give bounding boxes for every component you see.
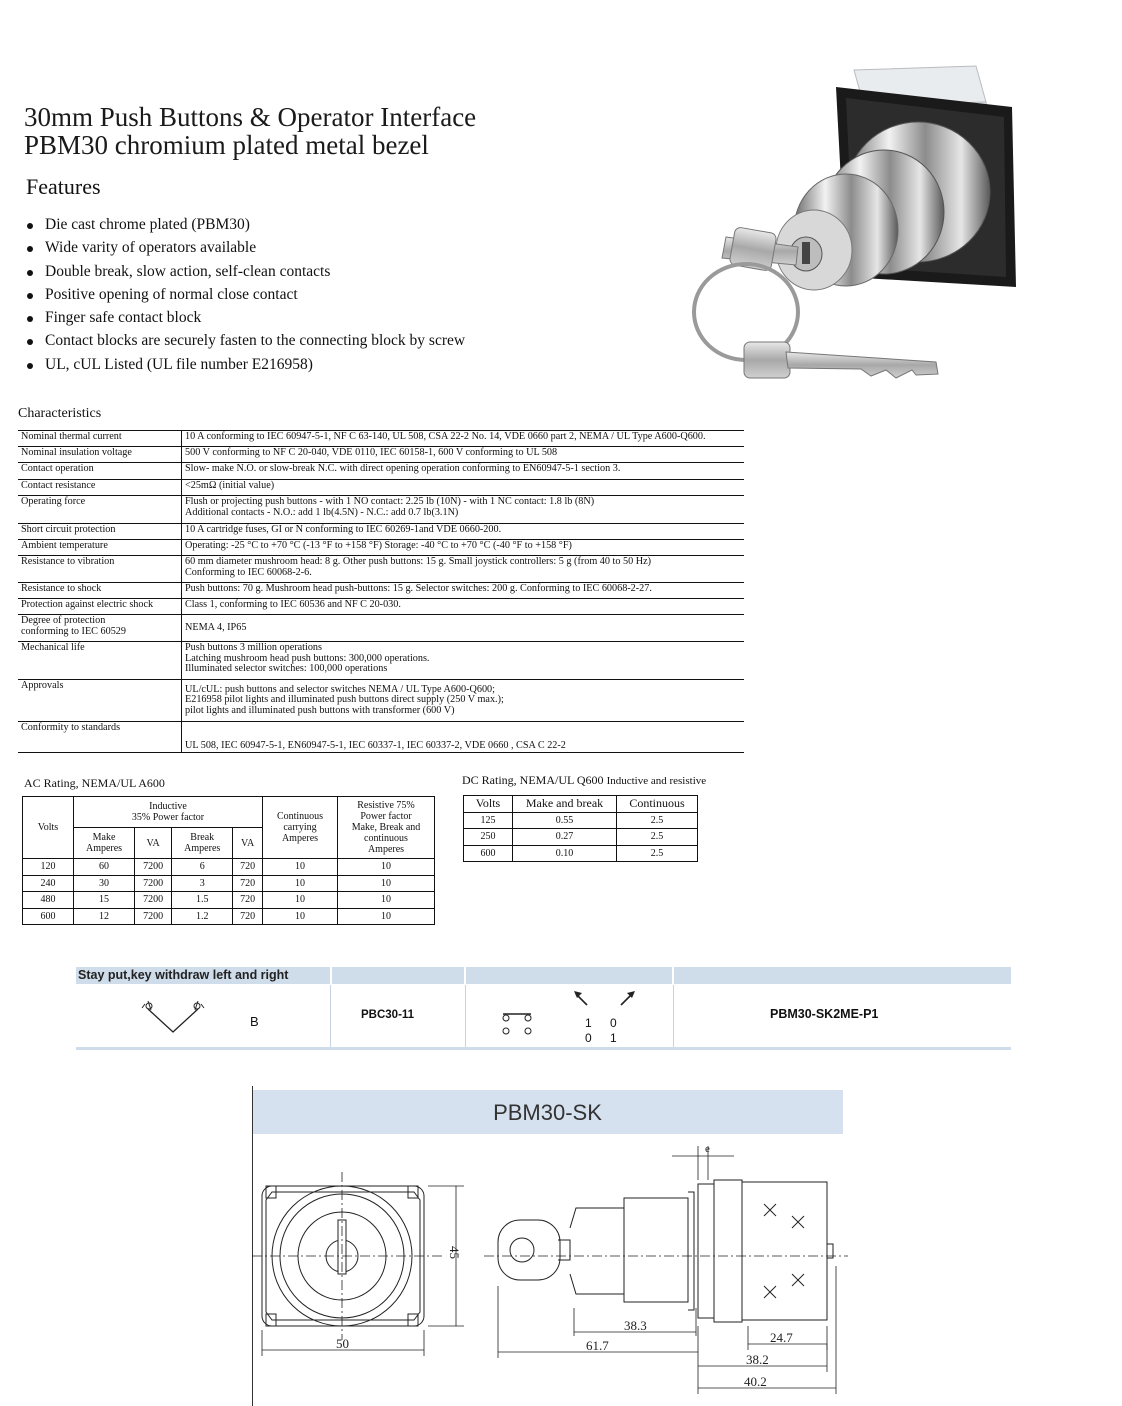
ac-header-inductive	[74, 797, 263, 828]
dimension-d2: 61.7	[586, 1338, 609, 1353]
table-row	[18, 480, 744, 496]
ac-header-va: VA	[135, 828, 172, 859]
table-cell: 30	[74, 875, 135, 892]
characteristic-name: Protection against electric shock	[18, 599, 182, 615]
table-row	[18, 496, 744, 524]
key-position-row	[76, 985, 1011, 1047]
table-row	[18, 463, 744, 480]
table-cell: 2.5	[617, 829, 698, 846]
characteristic-name: Contact operation	[18, 463, 182, 480]
dimension-d1: 38.3	[624, 1318, 647, 1333]
dc-rating-title-text: DC Rating, NEMA/UL Q600	[462, 773, 604, 787]
diagram-cell: 1	[585, 1016, 592, 1030]
column-divider	[330, 985, 331, 1047]
dimension-d4: 38.2	[746, 1352, 769, 1367]
diagram-cell: 0	[610, 1016, 617, 1030]
table-cell: 60	[74, 859, 135, 876]
ac-header-resistive: Resistive 75% Power factor Make, Break and continuous Amperes	[338, 797, 435, 859]
table-row	[18, 680, 744, 722]
dimension-d3: 24.7	[770, 1330, 793, 1345]
table-cell: 7200	[135, 875, 172, 892]
table-cell: 10	[338, 875, 435, 892]
table-row	[23, 908, 435, 925]
table-cell: 3	[172, 875, 233, 892]
characteristic-value: UL 508, IEC 60947-5-1, EN60947-5-1, IEC 60337-1, IEC 60337-2, VDE 0660 , CSA C 22-2	[182, 722, 745, 753]
dc-rating-table	[463, 795, 698, 862]
drawing-title: PBM30-SK	[493, 1100, 602, 1125]
table-row	[18, 524, 744, 540]
selector-arrows-icon	[573, 989, 639, 1009]
page-title: 30mm Push Buttons & Operator Interface	[24, 102, 477, 132]
characteristic-name: Resistance to vibration	[18, 556, 182, 583]
table-cell: 480	[23, 892, 74, 909]
dc-header-make-break: Make and break	[513, 796, 617, 813]
ac-rating-title: AC Rating, NEMA/UL A600	[24, 776, 165, 790]
table-row	[18, 722, 744, 753]
table-row	[18, 642, 744, 680]
ac-header-break-amperes: Break Amperes	[172, 828, 233, 859]
table-cell: 0.10	[513, 845, 617, 862]
table-row	[464, 845, 698, 862]
table-cell: 12	[74, 908, 135, 925]
characteristic-name: Mechanical life	[18, 642, 182, 680]
table-cell: 240	[23, 875, 74, 892]
characteristic-value: 60 mm diameter mushroom head: 8 g. Other push buttons: 15 g. Small joystick controllers: 5 g (from 40 to 50 Hz) Conforming to IEC 60068-2-6.	[182, 556, 745, 583]
table-cell: 10	[263, 892, 338, 909]
dimension-drawing	[252, 1136, 852, 1398]
table-row	[18, 447, 744, 463]
table-cell: 600	[464, 845, 513, 862]
table-cell: 15	[74, 892, 135, 909]
band-divider	[672, 967, 674, 984]
table-cell: 6	[172, 859, 233, 876]
characteristic-value: Push buttons 3 million operations Latching mushroom head push buttons: 300,000 operations. Illuminated selector switches: 100,000 operations	[182, 642, 745, 680]
table-row	[18, 540, 744, 556]
characteristic-value: Slow- make N.O. or slow-break N.C. with direct opening operation conforming to EN60947-5-1 section 3.	[182, 463, 745, 480]
ac-header-va: VA	[233, 828, 263, 859]
table-cell: 1.5	[172, 892, 233, 909]
dimension-e: e	[705, 1143, 710, 1155]
key-positions-v-icon	[140, 999, 206, 1039]
dc-header-volts: Volts	[464, 796, 513, 813]
feature-item: Positive opening of normal close contact	[24, 283, 465, 306]
table-row	[18, 431, 744, 447]
part-number: PBM30-SK2ME-P1	[770, 1007, 879, 1021]
features-heading: Features	[26, 174, 101, 199]
table-cell: 10	[338, 859, 435, 876]
dimension-width: 50	[336, 1336, 349, 1351]
characteristic-value: 10 A cartridge fuses, GI or N conforming to IEC 60269-1and VDE 0660-200.	[182, 524, 745, 540]
table-cell: 250	[464, 829, 513, 846]
characteristic-value: 500 V conforming to NF C 20-040, VDE 0110, IEC 60158-1, 600 V conforming to UL 508	[182, 447, 745, 463]
table-row	[18, 615, 744, 642]
characteristic-name: Operating force	[18, 496, 182, 524]
characteristic-value: <25mΩ (initial value)	[182, 480, 745, 496]
feature-item: Die cast chrome plated (PBM30)	[24, 213, 465, 236]
table-row	[18, 556, 744, 583]
characteristic-value: Class 1, conforming to IEC 60536 and NF C 20-030.	[182, 599, 745, 615]
table-cell: 10	[263, 908, 338, 925]
band-divider	[330, 967, 332, 984]
table-cell: 10	[338, 892, 435, 909]
table-row	[464, 829, 698, 846]
table-cell: 1.2	[172, 908, 233, 925]
table-row	[23, 859, 435, 876]
characteristic-value: Push buttons: 70 g. Mushroom head push-buttons: 15 g. Selector switches: 200 g. Conforming to IEC 60068-2-27.	[182, 583, 745, 599]
characteristic-name: Contact resistance	[18, 480, 182, 496]
table-cell: 720	[233, 859, 263, 876]
table-cell: 7200	[135, 892, 172, 909]
ac-header-volts: Volts	[23, 797, 74, 859]
front-dimension-lines	[262, 1186, 464, 1356]
feature-item: Wide varity of operators available	[24, 236, 465, 259]
position-code: B	[250, 1014, 259, 1029]
ac-header-make-amperes: Make Amperes	[74, 828, 135, 859]
table-row	[464, 812, 698, 829]
dimension-d5: 40.2	[744, 1374, 767, 1389]
characteristics-table	[18, 430, 744, 753]
dc-rating-subtitle: Inductive and resistive	[606, 775, 707, 787]
key-selector-switch-image	[686, 62, 1026, 387]
contact-symbol-icon	[500, 1011, 534, 1037]
characteristic-value: 10 A conforming to IEC 60947-5-1, NF C 63-140, UL 508, CSA 22-2 No. 14, VDE 0660 part 2, NEMA / UL Type A600-Q600.	[182, 431, 745, 447]
characteristic-name: Ambient temperature	[18, 540, 182, 556]
feature-item: UL, cUL Listed (UL file number E216958)	[24, 353, 465, 376]
feature-item: Finger safe contact block	[24, 306, 465, 329]
table-cell: 720	[233, 908, 263, 925]
characteristic-value: NEMA 4, IP65	[182, 615, 745, 642]
dc-header-continuous: Continuous	[617, 796, 698, 813]
table-row	[23, 875, 435, 892]
table-cell: 2.5	[617, 812, 698, 829]
characteristic-value: UL/cUL: push buttons and selector switches NEMA / UL Type A600-Q600; E216958 pilot lights and illuminated push buttons direct supply (250 V max.); pilot lights and illuminated push buttons with transformer (600 V)	[182, 680, 745, 722]
table-cell: 10	[263, 875, 338, 892]
characteristic-name: Nominal thermal current	[18, 431, 182, 447]
characteristics-heading: Characteristics	[18, 406, 102, 421]
characteristic-name: Degree of protection conforming to IEC 60529	[18, 615, 182, 642]
table-cell: 125	[464, 812, 513, 829]
ac-header-inductive-label: Inductive	[149, 801, 187, 812]
characteristic-value: Flush or projecting push buttons - with 1 NO contact: 2.25 lb (10N) - with 1 NC contact: 1.8 lb (8N) Additional contacts - N.O.: add 1 lb(4.5N) - N.C.: add 0.7 lb(3.1N)	[182, 496, 745, 524]
side-view	[498, 1180, 833, 1322]
diagram-cell: 1	[610, 1031, 617, 1045]
table-cell: 2.5	[617, 845, 698, 862]
key-position-header: Stay put,key withdraw left and right	[78, 968, 289, 982]
ac-header-continuous: Continuous carrying Amperes	[263, 797, 338, 859]
characteristic-name: Conformity to standards	[18, 722, 182, 753]
column-divider	[673, 985, 674, 1047]
table-row	[18, 599, 744, 615]
table-cell: 7200	[135, 859, 172, 876]
table-cell: 10	[338, 908, 435, 925]
contact-block-code: PBC30-11	[361, 1009, 415, 1021]
table-cell: 7200	[135, 908, 172, 925]
band-divider	[464, 967, 466, 984]
dimension-height: 45	[447, 1246, 462, 1259]
characteristic-name: Approvals	[18, 680, 182, 722]
dc-rating-title	[462, 773, 706, 788]
feature-item: Contact blocks are securely fasten to the connecting block by screw	[24, 329, 465, 352]
column-divider	[465, 985, 466, 1047]
table-cell: 720	[233, 892, 263, 909]
page-subtitle: PBM30 chromium plated metal bezel	[24, 130, 429, 160]
table-row	[18, 583, 744, 599]
table-cell: 600	[23, 908, 74, 925]
key-position-footer-band	[76, 1047, 1011, 1050]
diagram-cell: 0	[585, 1031, 592, 1045]
table-cell: 720	[233, 875, 263, 892]
side-dimension-lines	[498, 1146, 836, 1394]
ac-header-power-factor: 35% Power factor	[131, 812, 205, 823]
feature-item: Double break, slow action, self-clean contacts	[24, 260, 465, 283]
characteristic-name: Short circuit protection	[18, 524, 182, 540]
characteristic-name: Nominal insulation voltage	[18, 447, 182, 463]
characteristic-name: Resistance to shock	[18, 583, 182, 599]
ac-rating-table	[22, 796, 435, 925]
characteristic-value: Operating: -25 °C to +70 °C (-13 °F to +158 °F) Storage: -40 °C to +70 °C (-40 °F to +158 °F)	[182, 540, 745, 556]
features-list	[24, 213, 465, 376]
table-row	[23, 892, 435, 909]
table-cell: 120	[23, 859, 74, 876]
table-cell: 0.27	[513, 829, 617, 846]
table-cell: 0.55	[513, 812, 617, 829]
table-cell: 10	[263, 859, 338, 876]
